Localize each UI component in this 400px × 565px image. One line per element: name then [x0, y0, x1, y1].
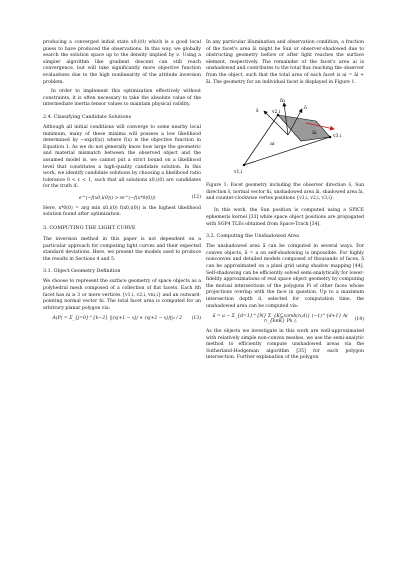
unshadowed-area-label: ai [270, 141, 275, 148]
vertex-label: v2,i [272, 110, 281, 116]
equation-13 [43, 316, 201, 321]
right-column [206, 40, 364, 365]
paragraph: In any particular illumination and observation condition, a fraction of the facet's area âi might be Sun or observer-shadowed due to obstructing geometry before or after light reaches the surface element, respectively. The remainder of the facet's area ai is unshadowed and contributes to the total flux reaching the observer from the object, such that the total area of each facet is ai = âi + ãi. The geometry for an individual facet is displayed in Figure 1. [206, 40, 364, 85]
paragraph: In order to implement this optimization effectively without constraints, it is often necessary to take the absolute value of the intermediate inertia tensor values to maintain physical validity. [43, 89, 201, 108]
figure-caption: Figure 1: Facet geometry including the observer direction ô, Sun direction ŝ, normal vector n̂i, unshadowed area ãi, shadowed area âi, and counter-clockwise vertex positions {v1,i, v2,i, v3,i}. [206, 183, 364, 201]
equation-number: (14) [354, 316, 364, 322]
section-heading: 3. COMPUTING THE LIGHT CURVE [43, 225, 136, 232]
section-heading: 2.4. Classifying Candidate Solutions [43, 114, 132, 120]
sun-label: ŝ [256, 108, 259, 115]
paragraph: The inversion method in this paper is not dependent on a particular approach for computing light curves and their expected standard deviations. Here, we present the models used to produce the results in Sections 4 and 5. [43, 237, 201, 262]
facet-geometry-figure [206, 93, 364, 177]
vertex-label: v1,i [234, 170, 243, 176]
vertex-v1 [243, 164, 246, 167]
equation-14 [206, 314, 364, 324]
equation-number: (13) [191, 316, 201, 322]
left-column [43, 40, 201, 326]
paragraph: producing a converged initial state x0,i(0) which is a good local guess to have produced the observations. In this way, we globally search the solution space up to the density implied by ν. Using a simpler algorithm like gradient descent can still reach convergence, but will take significantly more objective function evaluations due to the high nonlinearity of the attitude inversion problem. [43, 40, 201, 85]
shadowed-area-label: âi [312, 130, 317, 137]
equation-body: e^(−f(x0,i(0))) > ℓe^(−f(x*0(0))) [79, 195, 156, 201]
normal-label: n̂i [280, 98, 285, 105]
equation-number: (12) [191, 195, 201, 201]
paragraph: As the objects we investigate in this work are well-approximated with relatively simple non-convex meshes, we use the semi-analytic method to efficiently compute unshadowed areas via the Sutherland-Hodgeman algorithm [35] for each polygon intersection. Further explanation of the polygon [206, 329, 364, 361]
equation-12 [43, 195, 201, 201]
observer-label: ô [304, 105, 308, 112]
paragraph: Although all initial conditions will converge to some nearby local minimum, many of these minima will possess a low likelihood determined by −exp(f(x)) where f(x) is the objective function in Equation 1. As we do not generally know how large the geometric and material mismatch between the observed object and the assumed model is, we cannot put a strict bound on a likelihood level that constitutes a high-quality candidate solution. In this work, we identify candidate solutions by choosing a likelihood ratio tolerance 0 < ℓ < 1, such that all solutions x0,i(0) are candidates for the truth if: [43, 124, 201, 190]
equation-body: A(P) = Σ_{j=0}^{k−2} ||(vj+1 − vj) × (vj+2 − vj)||₂ / 2 [52, 316, 183, 322]
section-heading: 3.1. Object Geometry Definition [43, 269, 121, 275]
paragraph: We choose to represent the surface geometry of space objects as a polyhedral mesh composed of a collection of flat facets. Each ith facet has ni ≥ 3 or more vertices {v1,i, v2,i, vni,i} and an outward-pointing normal vector n̂i. The total facet area is computed for an arbitrary planar polygon via: [43, 279, 201, 311]
paragraph: The unshadowed area ã can be computed in several ways. For convex objects, â = a on self-shadowing is impossible. For highly nonconvex and detailed models composed of thousands of faces, ã can be approximated on a pixel grid using shadow mapping [44]. Self-shadowing can be efficiently solved semi-analytically for lower-fidelity approximations of real space object geometry by computing the mutual intersections of the polygons Pi of other faces whose projections overlap with the face in question. Up to a maximum intersection depth d, selected for computation time, the unshadowed area can be computed via: [206, 244, 364, 309]
vertex-label: v3,i [333, 134, 342, 140]
vertex-v3 [329, 136, 332, 139]
equation-body: ã = a − Σ_{d=1}^{N} Σ_{K⊆comb(n,d)} (−1)^{d+1} A( ∩_{k∈K} Pk ). [212, 314, 348, 325]
paragraph: Here, x*0(0) = arg min x0,i(0) f(x0,i(0)) is the highest likelihood solution found after optimization. [43, 205, 201, 218]
section-heading: 3.2. Computing the Unshadowed Area [206, 234, 299, 240]
paragraph: In this work, the Sun position is computed using a SPICE ephemeris kernel [33] while space object positions are propagated with SGP4 TLEs obtained from Space-Track [34]. [206, 208, 364, 227]
